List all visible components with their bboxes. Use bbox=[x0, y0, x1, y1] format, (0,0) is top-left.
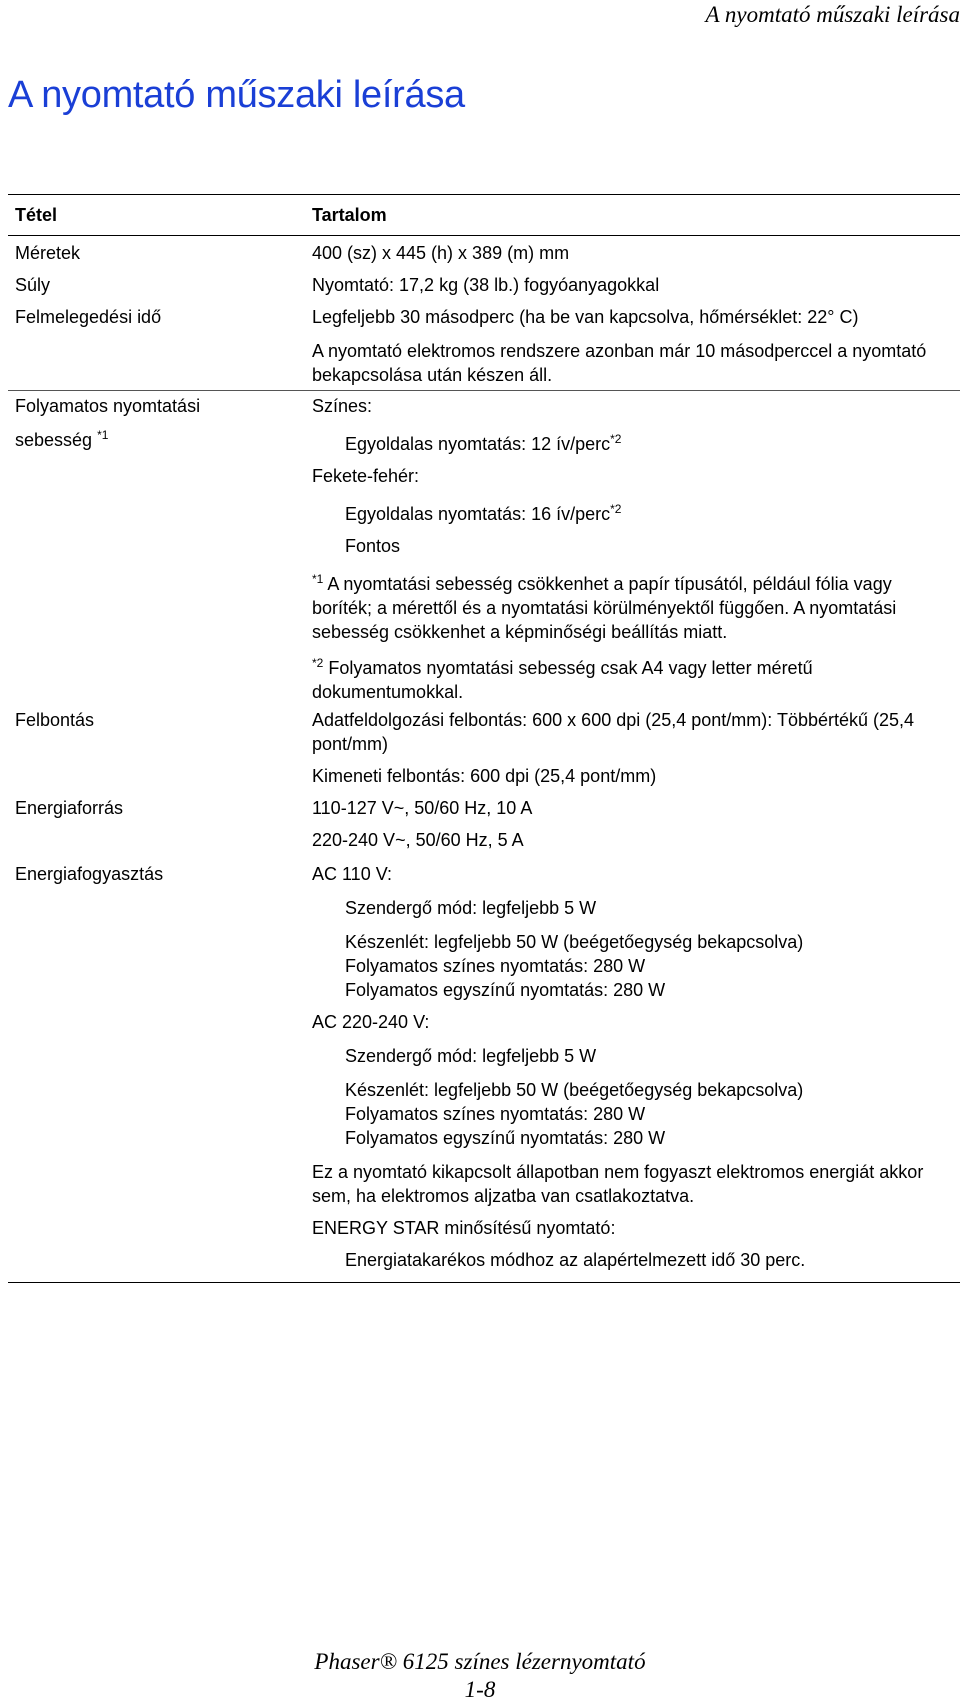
ac110-label: AC 110 V: bbox=[312, 864, 393, 884]
ac220-label: AC 220-240 V: bbox=[312, 1012, 430, 1032]
bw-label: Fekete-fehér: bbox=[312, 466, 420, 486]
page-title: A nyomtató műszaki leírása bbox=[8, 74, 465, 116]
ac110-sleep: Szendergő mód: legfeljebb 5 W bbox=[345, 898, 597, 918]
bw-speed: Egyoldalas nyomtatás: 16 ív/perc$^{*2}$ bbox=[345, 502, 622, 524]
speed-note-1: $^{*1}$ A nyomtatási sebesség csökkenhet a papír típusától, például fólia vagy boríték; a mérettől és a nyomtatási körülményektől függően. A nyomtatási sebesség csökkenhet a képminőségi beállítás miatt. bbox=[312, 572, 897, 642]
table-row-power-consumption bbox=[8, 862, 960, 1272]
table-row-speed bbox=[8, 391, 960, 704]
running-header: A nyomtató műszaki leírása bbox=[705, 2, 960, 27]
color-speed: Egyoldalas nyomtatás: 12 ív/perc$^{*2}$ bbox=[345, 432, 622, 454]
speed-note-2: $^{*2}$ Folyamatos nyomtatási sebesség csak A4 vagy letter méretű dokumentumokkal. bbox=[312, 656, 813, 702]
color-label: Színes: bbox=[312, 396, 373, 416]
row-value: Legfeljebb 30 másodperc (ha be van kapcsolva, hőmérséklet: 22° C) bbox=[312, 307, 859, 327]
col-header-content: Tartalom bbox=[312, 205, 387, 225]
footer-page-number: 1-8 bbox=[464, 1677, 496, 1702]
power-source-2: 220-240 V~, 50/60 Hz, 5 A bbox=[312, 830, 524, 850]
ac220-mono: Folyamatos egyszínű nyomtatás: 280 W bbox=[345, 1128, 666, 1148]
table-row-resolution bbox=[8, 708, 960, 788]
row-note: A nyomtató elektromos rendszere azonban már 10 másodperccel a nyomtató bekapcsolása után készen áll. bbox=[312, 341, 927, 385]
footer-product: Phaser® 6125 színes lézernyomtató bbox=[314, 1649, 646, 1674]
power-source-1: 110-127 V~, 50/60 Hz, 10 A bbox=[312, 798, 533, 818]
row-label: Felbontás bbox=[15, 710, 95, 730]
table-row-weight bbox=[8, 273, 960, 297]
row-label: Energiafogyasztás bbox=[15, 864, 164, 884]
energy-star-value: Energiatakarékos módhoz az alapértelmezett idő 30 perc. bbox=[345, 1250, 806, 1270]
important-label: Fontos bbox=[345, 536, 401, 556]
ac220-color: Folyamatos színes nyomtatás: 280 W bbox=[345, 1104, 646, 1124]
ac110-standby: Készenlét: legfeljebb 50 W (beégetőegység bekapcsolva) bbox=[345, 932, 804, 952]
row-label: Felmelegedési idő bbox=[15, 307, 162, 327]
ac220-sleep: Szendergő mód: legfeljebb 5 W bbox=[345, 1046, 597, 1066]
row-label: Méretek bbox=[15, 243, 81, 263]
table-row-power-source bbox=[8, 796, 960, 852]
page-footer bbox=[0, 1648, 960, 1704]
row-label: Folyamatos nyomtatási sebesség $^{*1}$ bbox=[15, 396, 201, 450]
ac110-mono: Folyamatos egyszínű nyomtatás: 280 W bbox=[345, 980, 666, 1000]
off-note: Ez a nyomtató kikapcsolt állapotban nem fogyaszt elektromos energiát akkor sem, ha elektromos aljzatba van csatlakoztatva. bbox=[312, 1162, 924, 1206]
col-header-item: Tétel bbox=[15, 205, 58, 225]
table-row-warmup bbox=[8, 305, 960, 387]
row-label: Súly bbox=[15, 275, 51, 295]
energy-star-label: ENERGY STAR minősítésű nyomtató: bbox=[312, 1218, 616, 1238]
row-label: Energiaforrás bbox=[15, 798, 124, 818]
table-header-row bbox=[8, 195, 960, 235]
processing-resolution: Adatfeldolgozási felbontás: 600 x 600 dpi (25,4 pont/mm): Többértékű (25,4 pont/mm) bbox=[312, 710, 915, 754]
row-value: 400 (sz) x 445 (h) x 389 (m) mm bbox=[312, 243, 570, 263]
spec-table bbox=[8, 194, 960, 1283]
ac220-standby: Készenlét: legfeljebb 50 W (beégetőegység bekapcsolva) bbox=[345, 1080, 804, 1100]
output-resolution: Kimeneti felbontás: 600 dpi (25,4 pont/mm) bbox=[312, 766, 657, 786]
table-row-dimensions bbox=[8, 236, 960, 265]
ac110-color: Folyamatos színes nyomtatás: 280 W bbox=[345, 956, 646, 976]
row-value: Nyomtató: 17,2 kg (38 lb.) fogyóanyagokkal bbox=[312, 275, 660, 295]
